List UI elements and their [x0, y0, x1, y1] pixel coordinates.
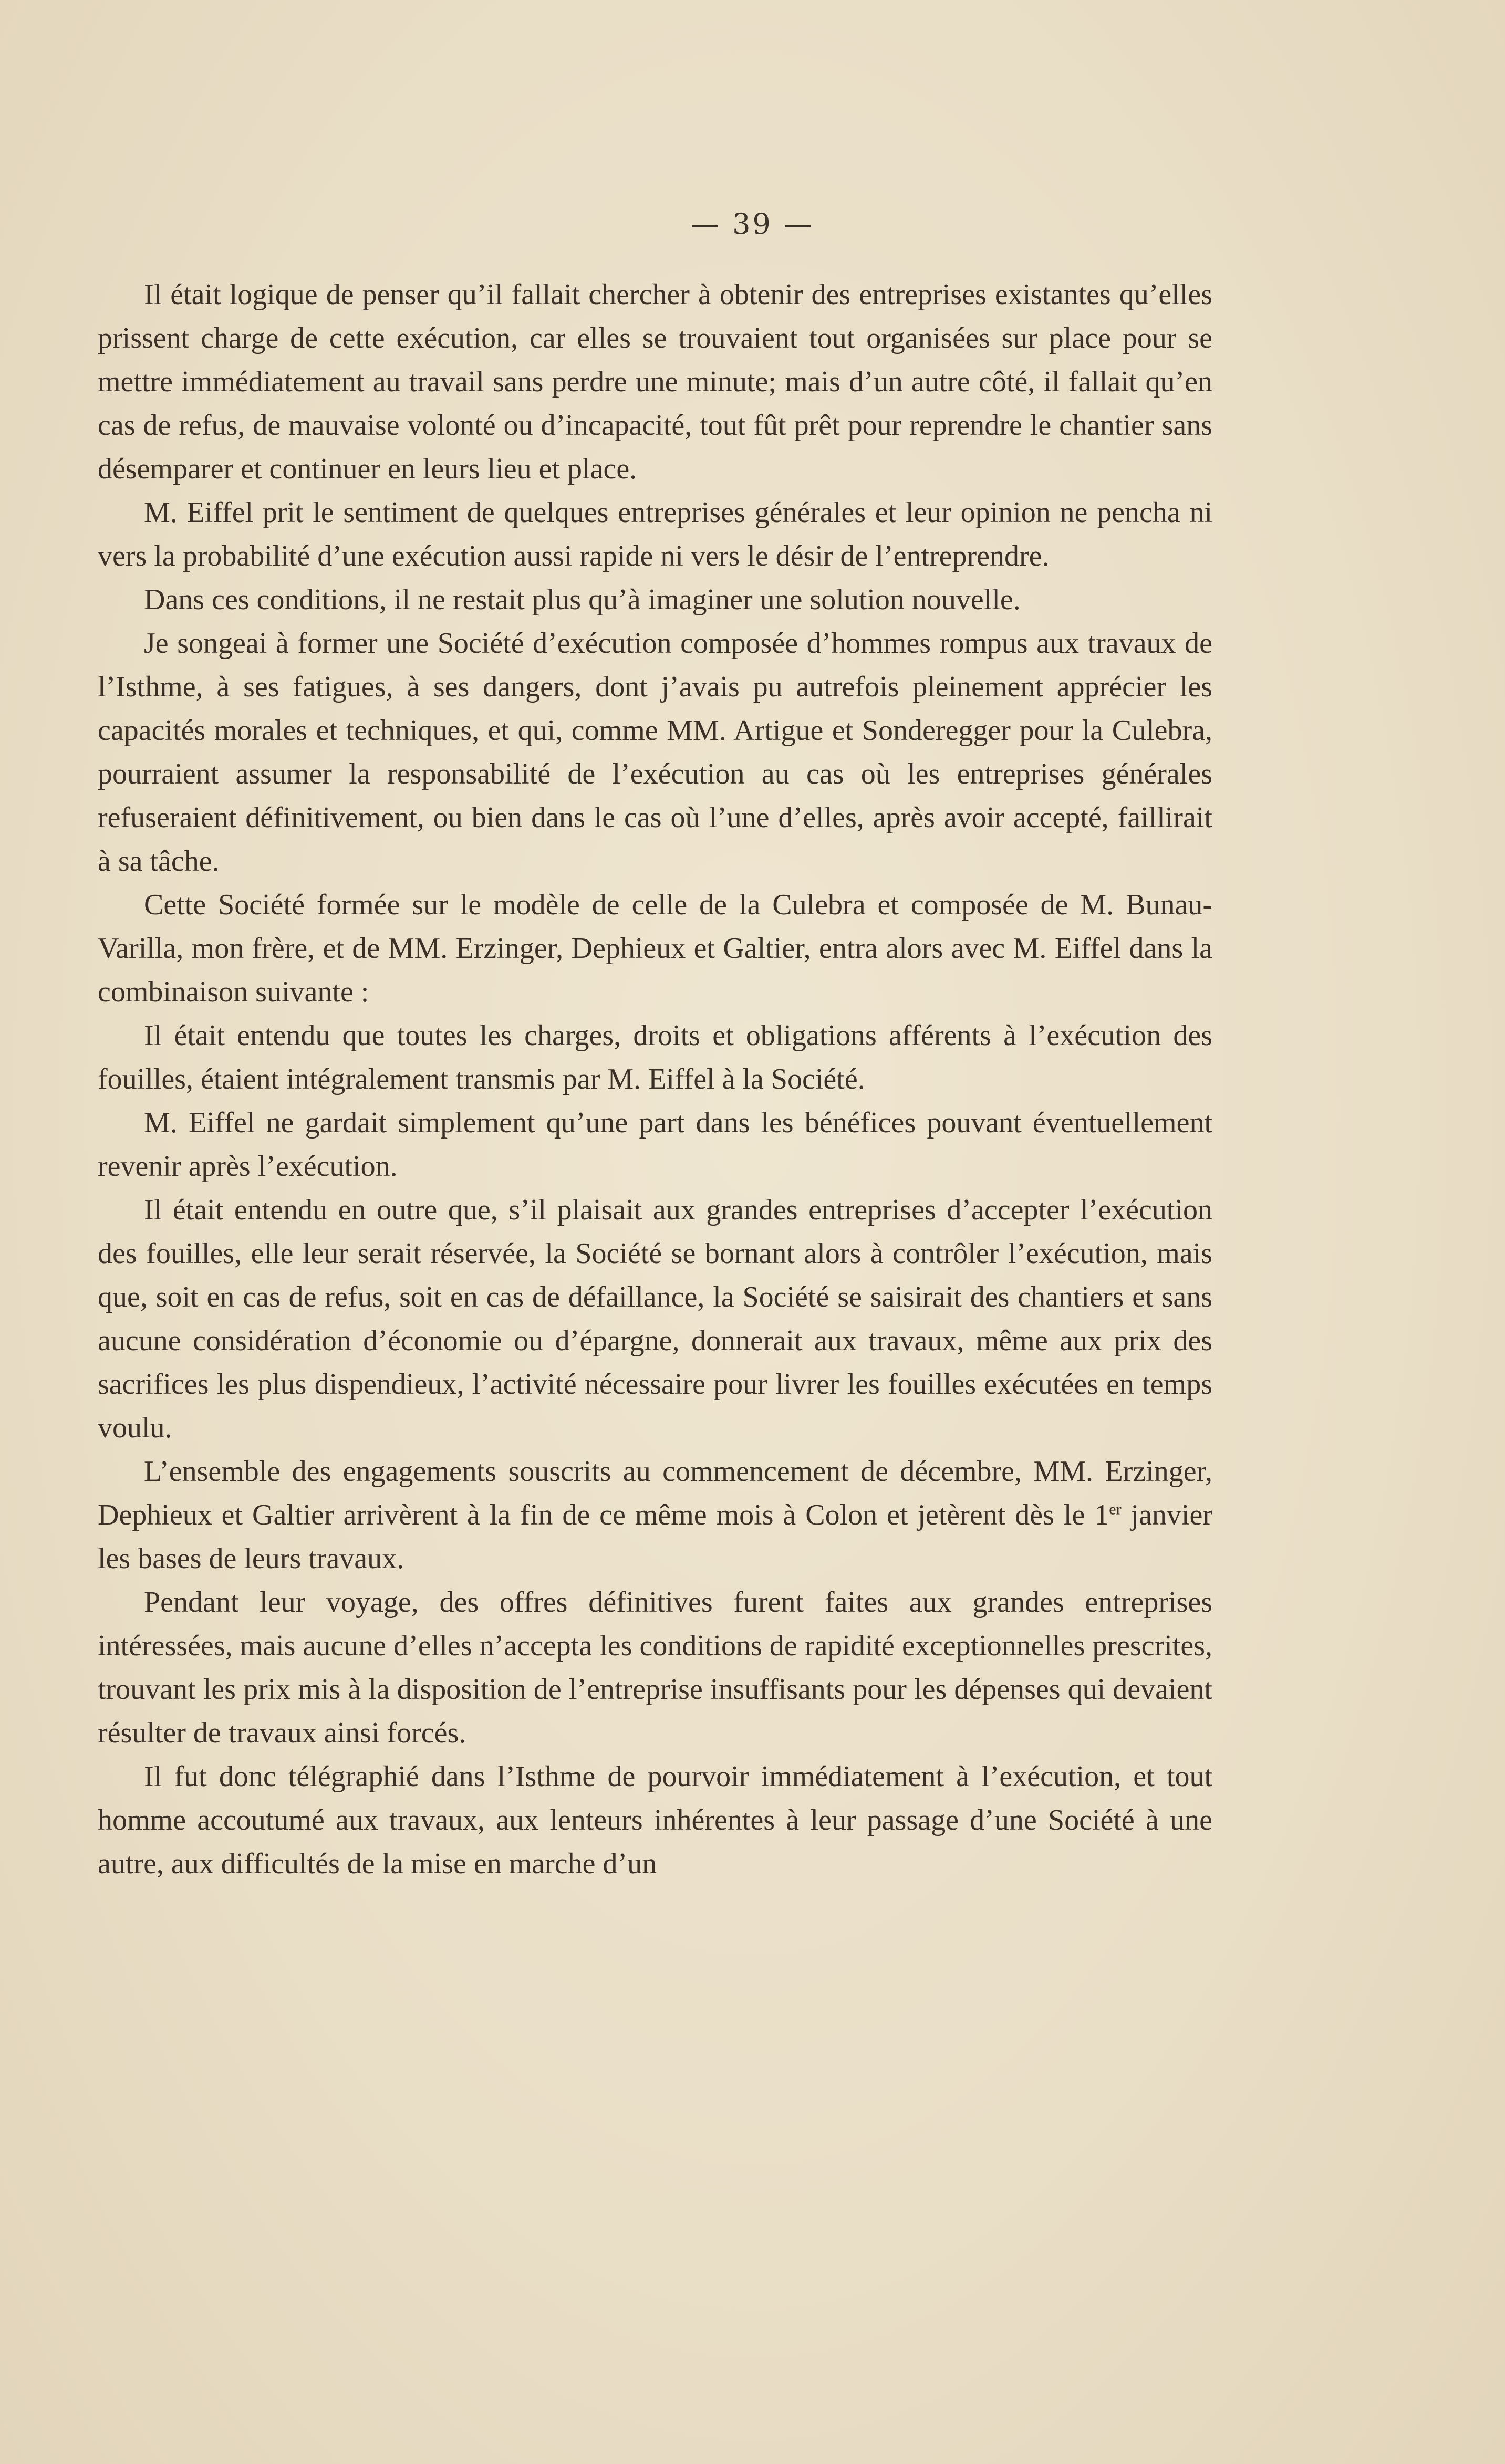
- paragraph-9-tail: janvier les bases de leurs travaux.: [98, 1499, 1212, 1575]
- paragraph-4: Je songeai à former une Société d’exécution composée d’hommes rompus aux travaux de l’Isthme, à ses fatigues, à ses dangers, dont j’avais pu autrefois pleinement apprécier les capacités morales et techniques, et qui, comme MM. Artigue et Sonderegger pour la Culebra, pourraient assumer la responsabilité de l’exécution au cas où les entreprises générales refuseraient définitivement, ou bien dans le cas où l’une d’elles, après avoir accepté, faillirait à sa tâche.: [98, 627, 1212, 878]
- paragraph-3: Dans ces conditions, il ne restait plus qu’à imaginer une solution nouvelle.: [144, 583, 1021, 616]
- body-text: [98, 273, 1212, 1886]
- paragraph-1: Il était logique de penser qu’il fallait chercher à obtenir des entreprises existantes qu’elles prissent charge de cette exécution, car elles se trouvaient tout organisées sur place pour se mettre immédiatement au travail sans perdre une minute; mais d’un autre côté, il fallait qu’en cas de refus, de mauvaise volonté ou d’incapacité, tout fût prêt pour reprendre le chantier sans désemparer et continuer en leurs lieu et place.: [98, 278, 1212, 485]
- paragraph-8: Il était entendu en outre que, s’il plaisait aux grandes entreprises d’accepter l’exécution des fouilles, elle leur serait réservée, la Société se bornant alors à contrôler l’exécution, mais que, soit en cas de refus, soit en cas de défaillance, la Société se saisirait des chantiers et sans aucune considération d’économie ou d’épargne, donnerait aux travaux, même aux prix des sacrifices les plus dispendieux, l’activité nécessaire pour livrer les fouilles exécutées en temps voulu.: [98, 1194, 1212, 1444]
- paragraph-9-superscript: er: [1109, 1500, 1122, 1518]
- paragraph-7: M. Eiffel ne gardait simplement qu’une part dans les bénéfices pouvant éventuellement revenir après l’exécution.: [98, 1106, 1212, 1183]
- page-number: — 39 —: [690, 207, 815, 241]
- paragraph-11: Il fut donc télégraphié dans l’Isthme de pourvoir immédiatement à l’exécution, et tout homme accoutumé aux travaux, aux lenteurs inhérentes à leur passage d’une Société à une autre, aux difficultés de la mise en marche d’un: [98, 1760, 1212, 1880]
- paragraph-9-main: L’ensemble des engagements souscrits au commencement de décembre, MM. Erzinger, Dephieux et Galtier arrivèrent à la fin de ce même mois à Colon et jetèrent dès le 1: [98, 1455, 1212, 1531]
- paragraph-9: [98, 1450, 1212, 1581]
- paragraph-6: Il était entendu que toutes les charges, droits et obligations afférents à l’exécution des fouilles, étaient intégralement transmis par M. Eiffel à la Société.: [98, 1019, 1212, 1095]
- paragraph-2: M. Eiffel prit le sentiment de quelques entreprises générales et leur opinion ne pencha ni vers la probabilité d’une exécution aussi rapide ni vers le désir de l’entreprendre.: [98, 496, 1212, 572]
- paragraph-10: Pendant leur voyage, des offres définitives furent faites aux grandes entreprises intéressées, mais aucune d’elles n’accepta les conditions de rapidité exceptionnelles prescrites, trouvant les prix mis à la disposition de l’entreprise insuffisants pour les dépenses qui devaient résulter de travaux ainsi forcés.: [98, 1586, 1212, 1749]
- paragraph-5: Cette Société formée sur le modèle de celle de la Culebra et composée de M. Bunau-Varilla, mon frère, et de MM. Erzinger, Dephieux et Galtier, entra alors avec M. Eiffel dans la combinaison suivante :: [98, 889, 1212, 1008]
